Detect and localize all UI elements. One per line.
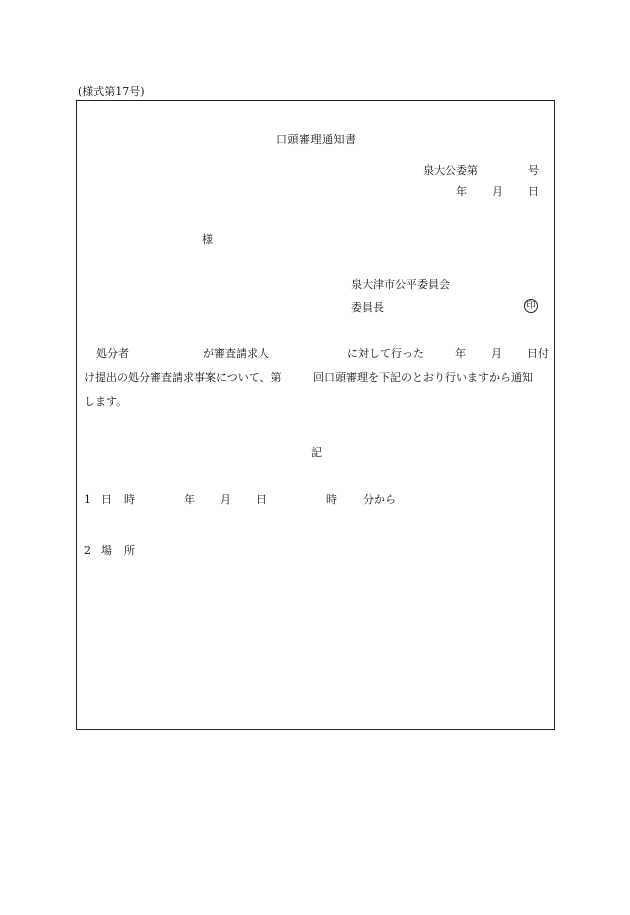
reference-number-prefix: 泉大公委第 bbox=[423, 164, 478, 177]
document-frame bbox=[76, 100, 555, 730]
item-label-char: 日 bbox=[101, 493, 112, 506]
date-month-label: 月 bbox=[492, 185, 503, 198]
form-number-label: (様式第17号) bbox=[78, 85, 145, 98]
seal-icon: 印 bbox=[524, 299, 538, 313]
document-title: 口頭審理通知書 bbox=[276, 133, 357, 146]
reference-number-suffix: 号 bbox=[528, 164, 539, 177]
item-number: 1 bbox=[84, 493, 91, 506]
body-line-3: します。 bbox=[84, 395, 128, 408]
item-minute-label: 分から bbox=[363, 493, 396, 506]
item-day-label: 日 bbox=[256, 493, 267, 506]
addressee-honorific: 様 bbox=[202, 233, 213, 246]
body-disposer-label: 処分者 bbox=[96, 347, 129, 360]
body-request-text: け提出の処分審査請求事案について、第 bbox=[84, 371, 282, 384]
body-month-label: 月 bbox=[491, 347, 502, 360]
date-day-label: 日 bbox=[528, 185, 539, 198]
body-action-label: に対して行った bbox=[347, 347, 424, 360]
item-label-char: 時 bbox=[124, 493, 135, 506]
date-year-label: 年 bbox=[456, 185, 467, 198]
item-month-label: 月 bbox=[220, 493, 231, 506]
body-requester-label: が審査請求人 bbox=[203, 347, 269, 360]
body-hearing-text: 回口頭審理を下記のとおり行いますから通知 bbox=[313, 371, 533, 384]
item-hour-label: 時 bbox=[326, 493, 337, 506]
issuer-title: 委員長 bbox=[351, 301, 384, 314]
body-day-label: 日付 bbox=[527, 347, 549, 360]
item-number: 2 bbox=[84, 544, 91, 557]
ki-heading: 記 bbox=[311, 446, 322, 459]
issuer-organization: 泉大津市公平委員会 bbox=[351, 278, 450, 291]
item-year-label: 年 bbox=[184, 493, 195, 506]
item-label-char: 所 bbox=[124, 544, 135, 557]
body-year-label: 年 bbox=[455, 347, 466, 360]
item-label-char: 場 bbox=[101, 544, 112, 557]
